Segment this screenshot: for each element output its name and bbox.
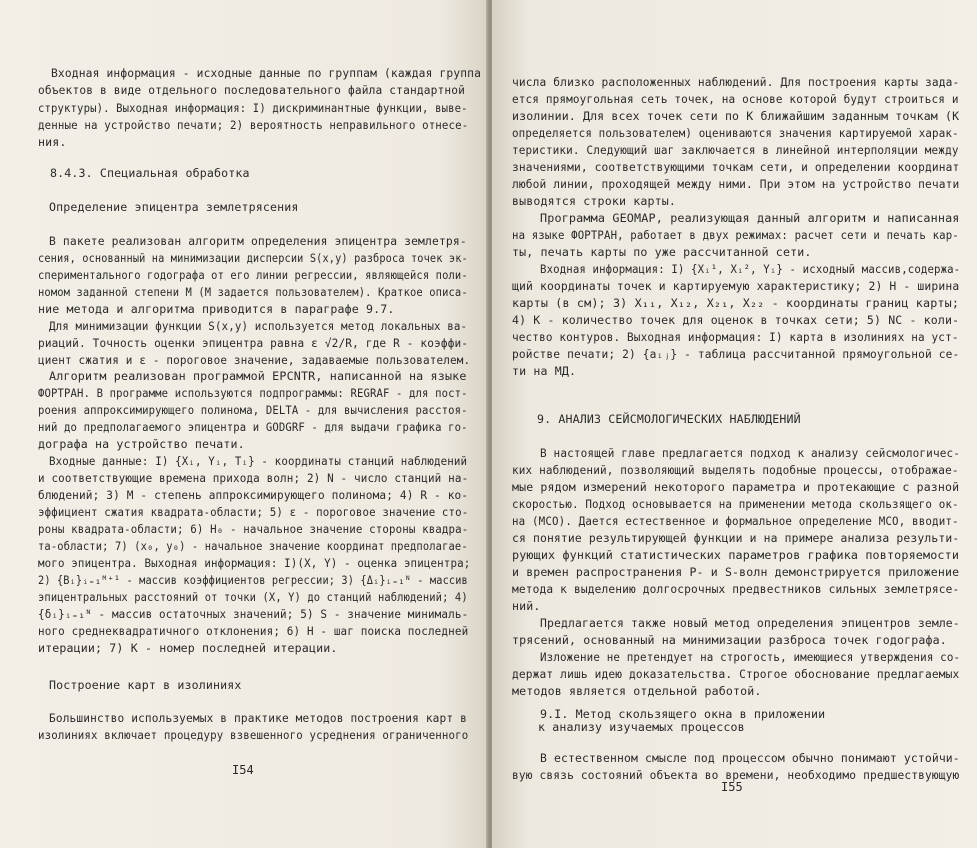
left-text-line: Входные данные: I) {Xᵢ, Yᵢ, Tᵢ} - координаты станций наблюдений [49,454,468,468]
left-text-line: эффициент сжатия квадрата-области; 5) ε - пороговое значение сто- [38,505,469,519]
right-text-line: мые рядом измерений некоторого параметра и протекающие с разной [512,480,960,494]
left-text-line: ние метода и алгоритма приводится в параграфе 9.7. [38,302,395,316]
left-text-line: Для минимизации функции S(x,y) используется метод локальных ва- [49,319,468,333]
right-text-line: теристики. Следующий шаг заключается в линейной интерполяции между [512,143,959,157]
left-text-line: блюдений; 3) M - степень аппроксимирующего полинома; 4) R - ко- [38,488,469,502]
left-text-line: Алгоритм реализован программой EPCNTR, написанной на языке [49,369,467,383]
right-text-line: ти на МД. [512,364,577,378]
right-text-line: определяется пользователем) оцениваются значения картируемой харак- [512,126,959,140]
right-text-line: вую связь состояний объекта во времени, необходимо предшествующую [512,768,960,782]
left-text-line: дографа на устройство печати. [38,437,245,451]
left-text-line: номом заданной степени M (M задается пользователем). Краткое описа- [38,285,468,299]
right-text-line: выводятся строки карты. [512,194,676,208]
right-text-line: на (MCO). Дается естественное и формальное определение MCO, вводит- [512,514,959,528]
left-text-line: изолиниях включает процедуру взвешенного усреднения ограниченного [38,728,469,742]
left-text-line: роны квадрата-области; 6) H₀ - начальное значение стороны квадра- [38,522,469,536]
left-text-line: {δᵢ}ᵢ₌₁ᴺ - массив остаточных значений; 5) S - значение минималь- [38,607,469,621]
right-text-line: ся понятие результирующей функции и на примере анализа результи- [512,531,960,545]
left-page-number: I54 [232,763,254,777]
right-text-line: числа близко расположенных наблюдений. Для построения карты зада- [512,75,960,89]
right-page-number: I55 [721,780,743,794]
left-text-line: В пакете реализован алгоритм определения эпицентра землетря- [49,234,467,248]
right-text-line: Программа GEOMAP, реализующая данный алгоритм и написанная [540,211,960,225]
right-text-line: ких наблюдений, позволяющий выделять подобные процессы, отображае- [512,463,959,477]
right-text-line: к анализу изучаемых процессов [538,720,745,734]
right-text-line: ты, печать карты по уже рассчитанной сети. [512,245,812,259]
left-text-line: 8.4.3. Специальная обработка [50,166,250,180]
right-text-line: щий координаты точек и картируемую характеристику; 2) H - ширина [512,279,960,293]
right-text-line: 9. АНАЛИЗ СЕЙСМОЛОГИЧЕСКИХ НАБЛЮДЕНИЙ [537,412,801,426]
right-text-line: рующих функций статистических параметров графика повторяемости [512,548,960,562]
right-text-line: скоростью. Подход основывается на применении метода скользящего ок- [512,497,959,511]
left-text-line: итерации; 7) K - номер последней итерации. [38,641,338,655]
right-text-line: ется прямоугольная сеть точек, на основе которой будут строиться и [512,92,959,106]
left-text-line: мого эпицентра. Выходная информация: I)(X, Y) - оценка эпицентра; [38,556,471,570]
left-text-line: Входная информация - исходные данные по группам (каждая группа [51,66,482,80]
left-text-line: Построение карт в изолиниях [49,678,242,692]
left-text-line: сения, основанный на минимизации дисперсии S(x,y) разброса точек эк- [38,251,468,265]
left-text-line: Большинство используемых в практике методов построения карт в [49,711,467,725]
right-text-line: Предлагается также новый метод определения эпицентров земле- [540,616,960,630]
left-text-line: та-области; 7) (x₀, y₀) - начальное значение координат предполагае- [38,539,468,553]
left-text-line: структуры). Выходная информация: I) дискриминантные функции, выве- [38,101,468,115]
right-text-line: В настоящей главе предлагается подход к анализу сейсмологичес- [540,446,961,460]
left-text-line: 2) {Bᵢ}ᵢ₌₁ᴹ⁺¹ - массив коэффициентов регрессии; 3) {Δᵢ}ᵢ₌₁ᴺ - массив [38,573,468,587]
right-text-line: держат лишь идею доказательства. Строгое обоснование предлагаемых [512,667,960,681]
right-text-line: карты (в см); 3) X₁₁, X₁₂, X₂₁, X₂₂ - координаты границ карты; [512,296,960,310]
left-text-line: ного среднеквадратичного отклонения; 6) H - шаг поиска последней [38,624,469,638]
left-text-line: ФОРТРАН. В программе используются подпрограммы: REGRAF - для пост- [38,386,468,400]
right-text-line: метода к выделению долгосрочных предвестников сильных землетрясе- [512,582,960,596]
right-text-line: чество контуров. Выходная информация: I) карта в изолиниях на уст- [512,330,959,344]
left-text-line: и соответствующие времена прихода волн; 2) N - число станций на- [38,471,469,485]
left-text-line: объектов в виде отдельного последовательного файла стандартной [38,83,466,97]
right-text-line: Изложение не претендует на строгость, имеющиеся утверждения со- [540,650,961,664]
right-text-line: изолинии. Для всех точек сети по K ближайшим заданным точкам (K [512,109,960,123]
left-text-line: денные на устройство печати; 2) вероятность неправильного отнесе- [38,118,469,132]
left-text-line: роения аппроксимирующего полинома, DELTA - для вычисления расстоя- [38,403,468,417]
left-text-line: циент сжатия и ε - пороговое значение, задаваемые пользователем. [38,353,471,367]
right-text-line: трясений, основанный на минимизации разброса точек годографа. [512,633,947,647]
right-text-line: 9.I. Метод скользящего окна в приложении [540,707,826,721]
left-text-line: ний до предполагаемого эпицентра и GODGRF - для выдачи графика го- [38,420,468,434]
right-text-line: на языке ФОРТРАН, работает в двух режимах: расчет сети и печать кар- [512,228,959,242]
left-text-line: Определение эпицентра землетрясения [49,200,299,214]
right-text-line: и времен распространения P- и S-волн демонстрируется приложение [512,565,960,579]
right-text-line: 4) K - количество точек для оценок в точках сети; 5) NC - коли- [512,313,960,327]
right-text-line: В естественном смысле под процессом обычно понимают устойчи- [540,751,960,765]
right-text-line: ний. [512,599,541,613]
left-text-line: спериментального годографа от его линии регрессии, являющейся поли- [38,268,468,282]
left-text-line: ния. [38,135,67,149]
left-text-line: риаций. Точность оценки эпицентра равна ε √2/R, где R - коэффи- [38,336,469,350]
right-text-line: методов является отдельной работой. [512,684,762,698]
right-text-line: ройстве печати; 2) {aᵢⱼ} - таблица рассчитанной прямоугольной се- [512,347,960,361]
right-text-line: значениями, соответствующими точкам сети, и определении координат [512,160,960,174]
right-text-line: Входная информация: I) {Xᵢ¹, Xᵢ², Yᵢ} - исходный массив,содержа- [540,262,961,276]
left-text-line: эпицентральных расстояний от точки (X, Y) до станций наблюдений; 4) [38,590,468,604]
right-text-line: любой линии, проходящей между ними. При этом на устройство печати [512,177,960,191]
